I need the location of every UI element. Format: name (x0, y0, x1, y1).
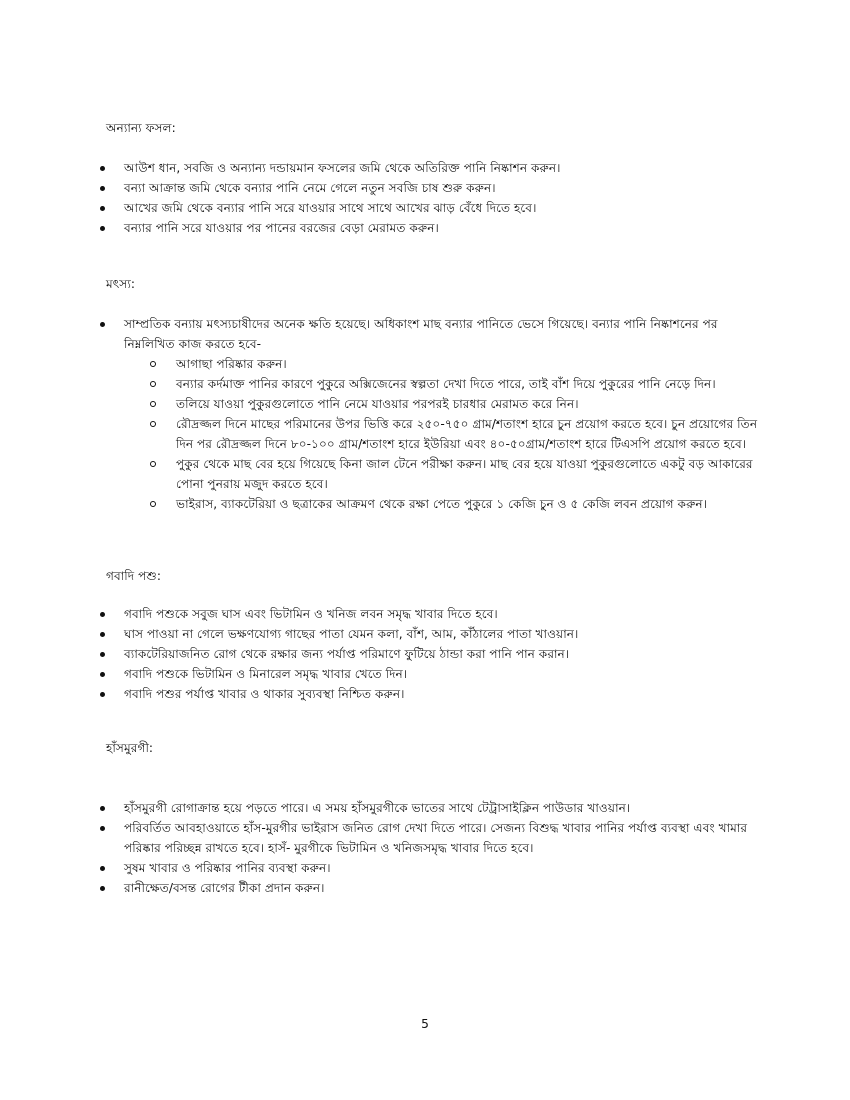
list-item: আউশ ধান, সবজি ও অন্যান্য দন্ডায়মান ফসলের জমি থেকে অতিরিক্ত পানি নিষ্কাশন করুন। (0, 158, 764, 178)
list-item: গবাদি পশুর পর্যাপ্ত খাবার ও থাকার সুব্যবস্থা নিশ্চিত করুন। (0, 684, 764, 704)
section-heading: অন্যান্য ফসল: (106, 121, 176, 135)
bullet-icon (100, 632, 105, 637)
bullet-icon (100, 206, 105, 211)
hollow-bullet-icon (150, 401, 156, 407)
bullet-icon (100, 692, 105, 697)
sub-list-item: আগাছা পরিষ্কার করুন। (124, 354, 772, 374)
sub-list-item: ভাইরাস, ব্যাকটেরিয়া ও ছত্রাকের আক্রমণ থেকে রক্ষা পেতে পুকুরে ১ কেজি চুন ও ৫ কেজি লবন প্রয়োগ করুন। (124, 494, 772, 514)
bullet-icon (100, 826, 105, 831)
list-item: গবাদি পশুকে ভিটামিন ও মিনারেল সমৃদ্ধ খাবার খেতে দিন। (0, 664, 764, 684)
sub-list-item: পুকুর থেকে মাছ বের হয়ে গিয়েছে কিনা জাল টেনে পরীক্ষা করুন। মাছ বের হয়ে যাওয়া পুকুরগুলোতে একটু বড় আকারের পোনা পুনরায় মজুদ করতে হবে। (124, 454, 772, 494)
list-item: গবাদি পশুকে সবুজ ঘাস এবং ভিটামিন ও খনিজ লবন সমৃদ্ধ খাবার দিতে হবে। (0, 604, 764, 624)
hollow-bullet-icon (150, 501, 156, 507)
bullet-icon (100, 672, 105, 677)
list-item: পরিবর্তিত আবহাওয়াতে হাঁস-মুরগীর ভাইরাস জনিত রোগ দেখা দিতে পারে। সেজন্য বিশুদ্ধ খাবার পানির পর্যাপ্ত ব্যবস্থা এবং খামার পরিষ্কার পরিচ্ছন্ন রাখতে হবে। হাসঁ- মুরগীকে ভিটামিন ও খনিজসমৃদ্ধ খাবার দিতে হবে। (0, 818, 764, 858)
list-item: ব্যাকটেরিয়াজনিত রোগ থেকে রক্ষার জন্য পর্যাপ্ত পরিমাণে ফুটিয়ে ঠান্ডা করা পানি পান করান। (0, 644, 764, 664)
section-heading: হাঁসমুরগী: (106, 741, 154, 755)
bullet-icon (100, 186, 105, 191)
bullet-icon (100, 226, 105, 231)
bullet-icon (100, 322, 105, 327)
section-heading: মৎস্য: (106, 277, 135, 291)
list-item: আখের জমি থেকে বন্যার পানি সরে যাওয়ার সাথে সাথে আখের ঝাড় বেঁধে দিতে হবে। (0, 198, 764, 218)
list-item: ঘাস পাওয়া না গেলে ভক্ষণযোগ্য গাছের পাতা যেমন কলা, বাঁশ, আম, কাঁঠালের পাতা খাওয়ান। (0, 624, 764, 644)
bullet-list (0, 604, 850, 704)
bullet-icon (100, 806, 105, 811)
bullet-icon (100, 866, 105, 871)
bullet-list (0, 158, 850, 238)
list-item: সাম্প্রতিক বন্যায় মৎস্যচাষীদের অনেক ক্ষতি হয়েছে। অধিকাংশ মাছ বন্যার পানিতে ভেসে গিয়েছে। বন্যার পানি নিষ্কাশনের পর নিম্নলিখিত কাজ করতে হবে- আগাছা পরিষ্কার করুন। বন্যার কর্দমাক্ত পানির কারণে পুকুরে অক্সিজেনের স্বল্পতা দেখা দিতে পারে, তাই বাঁশ দিয়ে পুকুরের পানি নেড়ে দিন। তলিয়ে যাওয়া পুকুরগুলোতে পানি নেমে যাওয়ার পরপরই চারধার মেরামত করে নিন। রৌদ্রজ্জল দিনে মাছের পরিমানের উপর ভিত্তি করে ২৫০-৭৫০ গ্রাম/শতাংশ হারে চুন প্রয়োগ করতে হবে। চুন প্রয়োগের তিন দিন পর রৌদ্রজ্জল দিনে ৮০-১০০ গ্রাম/শতাংশ হারে ইউরিয়া এবং ৪০-৫০গ্রাম/শতাংশ হারে টিএসপি প্রয়োগ করতে হবে। পুকুর থেকে মাছ বের হয়ে গিয়েছে কিনা জাল টেনে পরীক্ষা করুন। মাছ বের হয়ে যাওয়া পুকুরগুলোতে একটু বড় আকারের পোনা পুনরায় মজুদ করতে হবে। ভাইরাস, ব্যাকটেরিয়া ও ছত্রাকের আক্রমণ থেকে রক্ষা পেতে পুকুরে ১ কেজি চুন ও ৫ কেজি লবন প্রয়োগ করুন। (0, 314, 764, 514)
sub-list-item: রৌদ্রজ্জল দিনে মাছের পরিমানের উপর ভিত্তি করে ২৫০-৭৫০ গ্রাম/শতাংশ হারে চুন প্রয়োগ করতে হবে। চুন প্রয়োগের তিন দিন পর রৌদ্রজ্জল দিনে ৮০-১০০ গ্রাম/শতাংশ হারে ইউরিয়া এবং ৪০-৫০গ্রাম/শতাংশ হারে টিএসপি প্রয়োগ করতে হবে। (124, 414, 772, 454)
list-item: বন্যা আক্রান্ত জমি থেকে বন্যার পানি নেমে গেলে নতুন সবজি চাষ শুরু করুন। (0, 178, 764, 198)
sub-list (124, 354, 764, 514)
hollow-bullet-icon (150, 461, 156, 467)
bullet-list (0, 314, 850, 514)
bullet-icon (100, 166, 105, 171)
bullet-icon (100, 652, 105, 657)
section-heading: গবাদি পশু: (106, 569, 161, 583)
list-item: সুষম খাবার ও পরিষ্কার পানির ব্যবস্থা করুন। (0, 858, 764, 878)
list-item: রানীক্ষেত/বসন্ত রোগের টীকা প্রদান করুন। (0, 878, 764, 898)
hollow-bullet-icon (150, 421, 156, 427)
list-item: বন্যার পানি সরে যাওয়ার পর পানের বরজের বেড়া মেরামত করুন। (0, 218, 764, 238)
hollow-bullet-icon (150, 381, 156, 387)
bullet-icon (100, 886, 105, 891)
hollow-bullet-icon (150, 361, 156, 367)
bullet-icon (100, 612, 105, 617)
sub-list-item: বন্যার কর্দমাক্ত পানির কারণে পুকুরে অক্সিজেনের স্বল্পতা দেখা দিতে পারে, তাই বাঁশ দিয়ে পুকুরের পানি নেড়ে দিন। (124, 374, 772, 394)
list-item: হাঁসমুরগী রোগাক্রান্ত হয়ে পড়তে পারে। এ সময় হাঁসমুরগীকে ভাতের সাথে টেট্রাসাইক্লিন পাউডার খাওয়ান। (0, 798, 764, 818)
page-number: 5 (421, 1017, 429, 1031)
sub-list-item: তলিয়ে যাওয়া পুকুরগুলোতে পানি নেমে যাওয়ার পরপরই চারধার মেরামত করে নিন। (124, 394, 772, 414)
bullet-list (0, 798, 850, 898)
